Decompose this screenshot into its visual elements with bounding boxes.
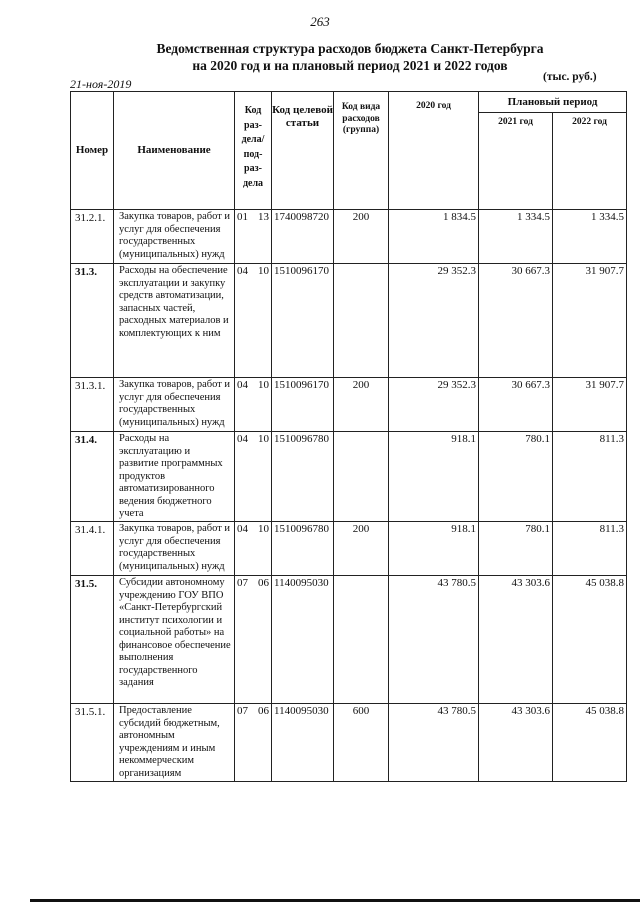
row-2022: 811.3 [553, 522, 627, 576]
row-vr: 600 [334, 704, 389, 782]
table-row [71, 264, 627, 378]
row-2020: 918.1 [389, 432, 479, 522]
row-name: Расходы на эксплуатацию и развитие программных продуктов автоматизированного ведения бюджетного учета [114, 432, 235, 522]
row-2021: 780.1 [479, 522, 553, 576]
row-2020: 1 834.5 [389, 210, 479, 264]
header-vr: Код вида расходов (группа) [334, 92, 389, 210]
document-title [60, 40, 640, 74]
row-number: 31.3.1. [71, 378, 114, 432]
header-csr: Код целевой статьи [272, 92, 334, 210]
row-razdel: 04 [235, 264, 253, 378]
header-row-1 [71, 92, 627, 113]
row-podrazdel: 10 [253, 522, 272, 576]
table-row [71, 432, 627, 522]
row-2021: 30 667.3 [479, 378, 553, 432]
row-2022: 45 038.8 [553, 704, 627, 782]
row-number: 31.5.1. [71, 704, 114, 782]
row-number: 31.4. [71, 432, 114, 522]
row-razdel: 04 [235, 378, 253, 432]
header-plan-period: Плановый период [479, 92, 627, 113]
row-vr: 200 [334, 378, 389, 432]
row-2022: 811.3 [553, 432, 627, 522]
row-podrazdel: 10 [253, 378, 272, 432]
row-csr: 1140095030 [272, 704, 334, 782]
row-podrazdel: 10 [253, 264, 272, 378]
row-2022: 45 038.8 [553, 576, 627, 704]
row-razdel: 04 [235, 432, 253, 522]
row-number: 31.3. [71, 264, 114, 378]
row-podrazdel: 06 [253, 704, 272, 782]
row-csr: 1740098720 [272, 210, 334, 264]
title-line-2: на 2020 год и на плановый период 2021 и 2022 годов [192, 58, 508, 73]
row-number: 31.2.1. [71, 210, 114, 264]
row-name: Расходы на обеспечение эксплуатации и закупку средств автоматизации, запасных частей, расходных материалов и комплектующих к ним [114, 264, 235, 378]
header-2022: 2022 год [553, 113, 627, 210]
row-razdel: 04 [235, 522, 253, 576]
header-razdel: Код раз-дела/ под-раз-дела [235, 92, 272, 210]
row-2021: 780.1 [479, 432, 553, 522]
row-number: 31.5. [71, 576, 114, 704]
row-name: Закупка товаров, работ и услуг для обеспечения государственных (муниципальных) нужд [114, 210, 235, 264]
header-number: Номер [71, 92, 114, 210]
row-csr: 1510096170 [272, 378, 334, 432]
header-name: Наименование [114, 92, 235, 210]
row-name: Предоставление субсидий бюджетным, автономным учреждениям и иным некоммерческим организациям [114, 704, 235, 782]
row-csr: 1140095030 [272, 576, 334, 704]
row-csr: 1510096170 [272, 264, 334, 378]
table-row [71, 522, 627, 576]
row-razdel: 07 [235, 576, 253, 704]
row-razdel: 01 [235, 210, 253, 264]
row-2020: 29 352.3 [389, 378, 479, 432]
table-row [71, 210, 627, 264]
row-2020: 43 780.5 [389, 704, 479, 782]
row-name: Субсидии автономному учреждению ГОУ ВПО «Санкт-Петербургский институт психологии и социальной работы» на финансовое обеспечение выполнения государственного задания [114, 576, 235, 704]
row-2022: 1 334.5 [553, 210, 627, 264]
header-2021: 2021 год [479, 113, 553, 210]
units-label: (тыс. руб.) [543, 71, 597, 83]
row-razdel: 07 [235, 704, 253, 782]
row-2022: 31 907.7 [553, 378, 627, 432]
row-csr: 1510096780 [272, 522, 334, 576]
row-name: Закупка товаров, работ и услуг для обеспечения государственных (муниципальных) нужд [114, 522, 235, 576]
row-number: 31.4.1. [71, 522, 114, 576]
row-2020: 43 780.5 [389, 576, 479, 704]
row-podrazdel: 10 [253, 432, 272, 522]
row-2021: 30 667.3 [479, 264, 553, 378]
row-vr [334, 264, 389, 378]
table-row [71, 576, 627, 704]
table-row [71, 378, 627, 432]
row-vr: 200 [334, 210, 389, 264]
header-2020: 2020 год [389, 92, 479, 210]
row-2021: 1 334.5 [479, 210, 553, 264]
table-row [71, 704, 627, 782]
row-2021: 43 303.6 [479, 576, 553, 704]
document-date: 21-ноя-2019 [70, 77, 132, 91]
row-podrazdel: 06 [253, 576, 272, 704]
budget-table [70, 91, 627, 782]
row-2020: 29 352.3 [389, 264, 479, 378]
row-2022: 31 907.7 [553, 264, 627, 378]
page-number: 263 [310, 14, 330, 29]
row-2021: 43 303.6 [479, 704, 553, 782]
title-line-1: Ведомственная структура расходов бюджета Санкт-Петербурга [156, 41, 544, 56]
page-bottom-rule [30, 899, 640, 902]
row-vr [334, 432, 389, 522]
row-2020: 918.1 [389, 522, 479, 576]
row-name: Закупка товаров, работ и услуг для обеспечения государственных (муниципальных) нужд [114, 378, 235, 432]
row-csr: 1510096780 [272, 432, 334, 522]
row-podrazdel: 13 [253, 210, 272, 264]
row-vr: 200 [334, 522, 389, 576]
row-vr [334, 576, 389, 704]
